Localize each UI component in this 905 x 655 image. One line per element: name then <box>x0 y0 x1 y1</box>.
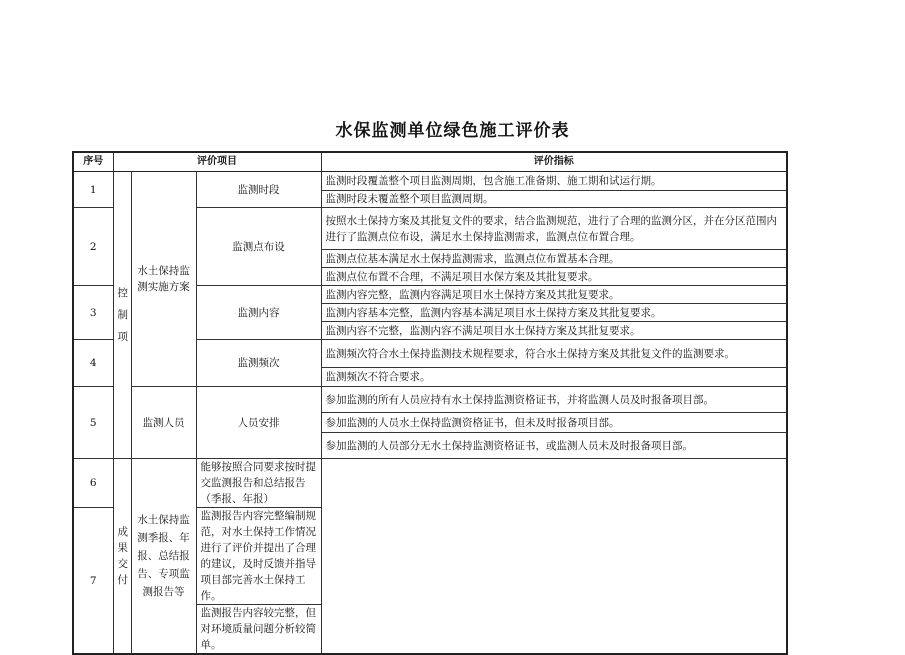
row-number: 7 <box>73 508 113 655</box>
row-number: 6 <box>73 459 113 508</box>
table-header-row <box>73 152 787 172</box>
indicator: 监测内容基本完整，监测内容基本满足项目水土保持方案及其批复要求。 <box>321 304 787 322</box>
row-number: 2 <box>73 208 113 286</box>
indicator: 监测时段未覆盖整个项目监测周期。 <box>321 191 787 208</box>
row-number: 3 <box>73 286 113 340</box>
indicator: 参加监测的人员水土保持监测资格证书，但未及时报备项目部。 <box>321 413 787 433</box>
indicator: 监测报告内容完整编制规范，对水土保持工作情况进行了评价并提出了合理的建议，及时反馈并指导项目部完善水土保持工作。 <box>196 508 321 605</box>
indicator: 参加监测的所有人员应持有水土保持监测资格证书，并将监测人员及时报备项目部。 <box>321 387 787 413</box>
table-row <box>73 172 787 191</box>
indicator: 监测报告内容较完整，但对环境质量问题分析较简单。 <box>196 605 321 655</box>
indicator: 监测时段覆盖整个项目监测周期，包含施工准备期、施工期和试运行期。 <box>321 172 787 191</box>
sub-item: 监测内容 <box>196 286 321 340</box>
indicator: 参加监测的人员部分无水土保持监测资格证书，或监测人员未及时报备项目部。 <box>321 433 787 459</box>
indicator: 监测频次不符合要求。 <box>321 368 787 387</box>
control-label: 控制项 <box>117 287 128 343</box>
indicator: 监测内容不完整，监测内容不满足项目水土保持方案及其批复要求。 <box>321 322 787 340</box>
indicator: 监测内容完整，监测内容满足项目水土保持方案及其批复要求。 <box>321 286 787 304</box>
indicator: 监测点位布置不合理，不满足项目水保方案及其批复要求。 <box>321 268 787 286</box>
row-number: 5 <box>73 387 113 459</box>
sub-item: 人员安排 <box>196 387 321 459</box>
table-row <box>73 459 787 508</box>
row-number: 1 <box>73 172 113 208</box>
control-category-cell <box>113 172 131 459</box>
header-no: 序号 <box>73 152 113 172</box>
plan-category-cell: 水土保持监测实施方案 <box>131 172 196 387</box>
indicator: 能够按照合同要求按时提交监测报告和总结报告（季报、年报） <box>196 459 321 508</box>
indicator: 按照水土保持方案及其批复文件的要求，结合监测规范，进行了合理的监测分区，并在分区范围内进行了监测点位布设，满足水土保持监测需求，监测点位布置合理。 <box>321 208 787 250</box>
indicator: 监测点位基本满足水土保持监测需求，监测点位布置基本合理。 <box>321 250 787 268</box>
header-index: 评价指标 <box>321 152 787 172</box>
sub-item: 监测点布设 <box>196 208 321 286</box>
personnel-category-cell: 监测人员 <box>131 387 196 459</box>
table-row <box>73 387 787 413</box>
header-item: 评价项目 <box>113 152 321 172</box>
evaluation-table <box>72 151 788 655</box>
indicator: 监测频次符合水土保持监测技术规程要求，符合水土保持方案及其批复文件的监测要求。 <box>321 340 787 368</box>
sub-item: 监测频次 <box>196 340 321 387</box>
sub-item: 水土保持监测季报、年报、总结报告、专项监测报告等 <box>131 459 196 655</box>
delivery-category-cell: 成果交付 <box>113 459 131 655</box>
page-title: 水保监测单位绿色施工评价表 <box>335 121 570 141</box>
sub-item: 监测时段 <box>196 172 321 208</box>
row-number: 4 <box>73 340 113 387</box>
